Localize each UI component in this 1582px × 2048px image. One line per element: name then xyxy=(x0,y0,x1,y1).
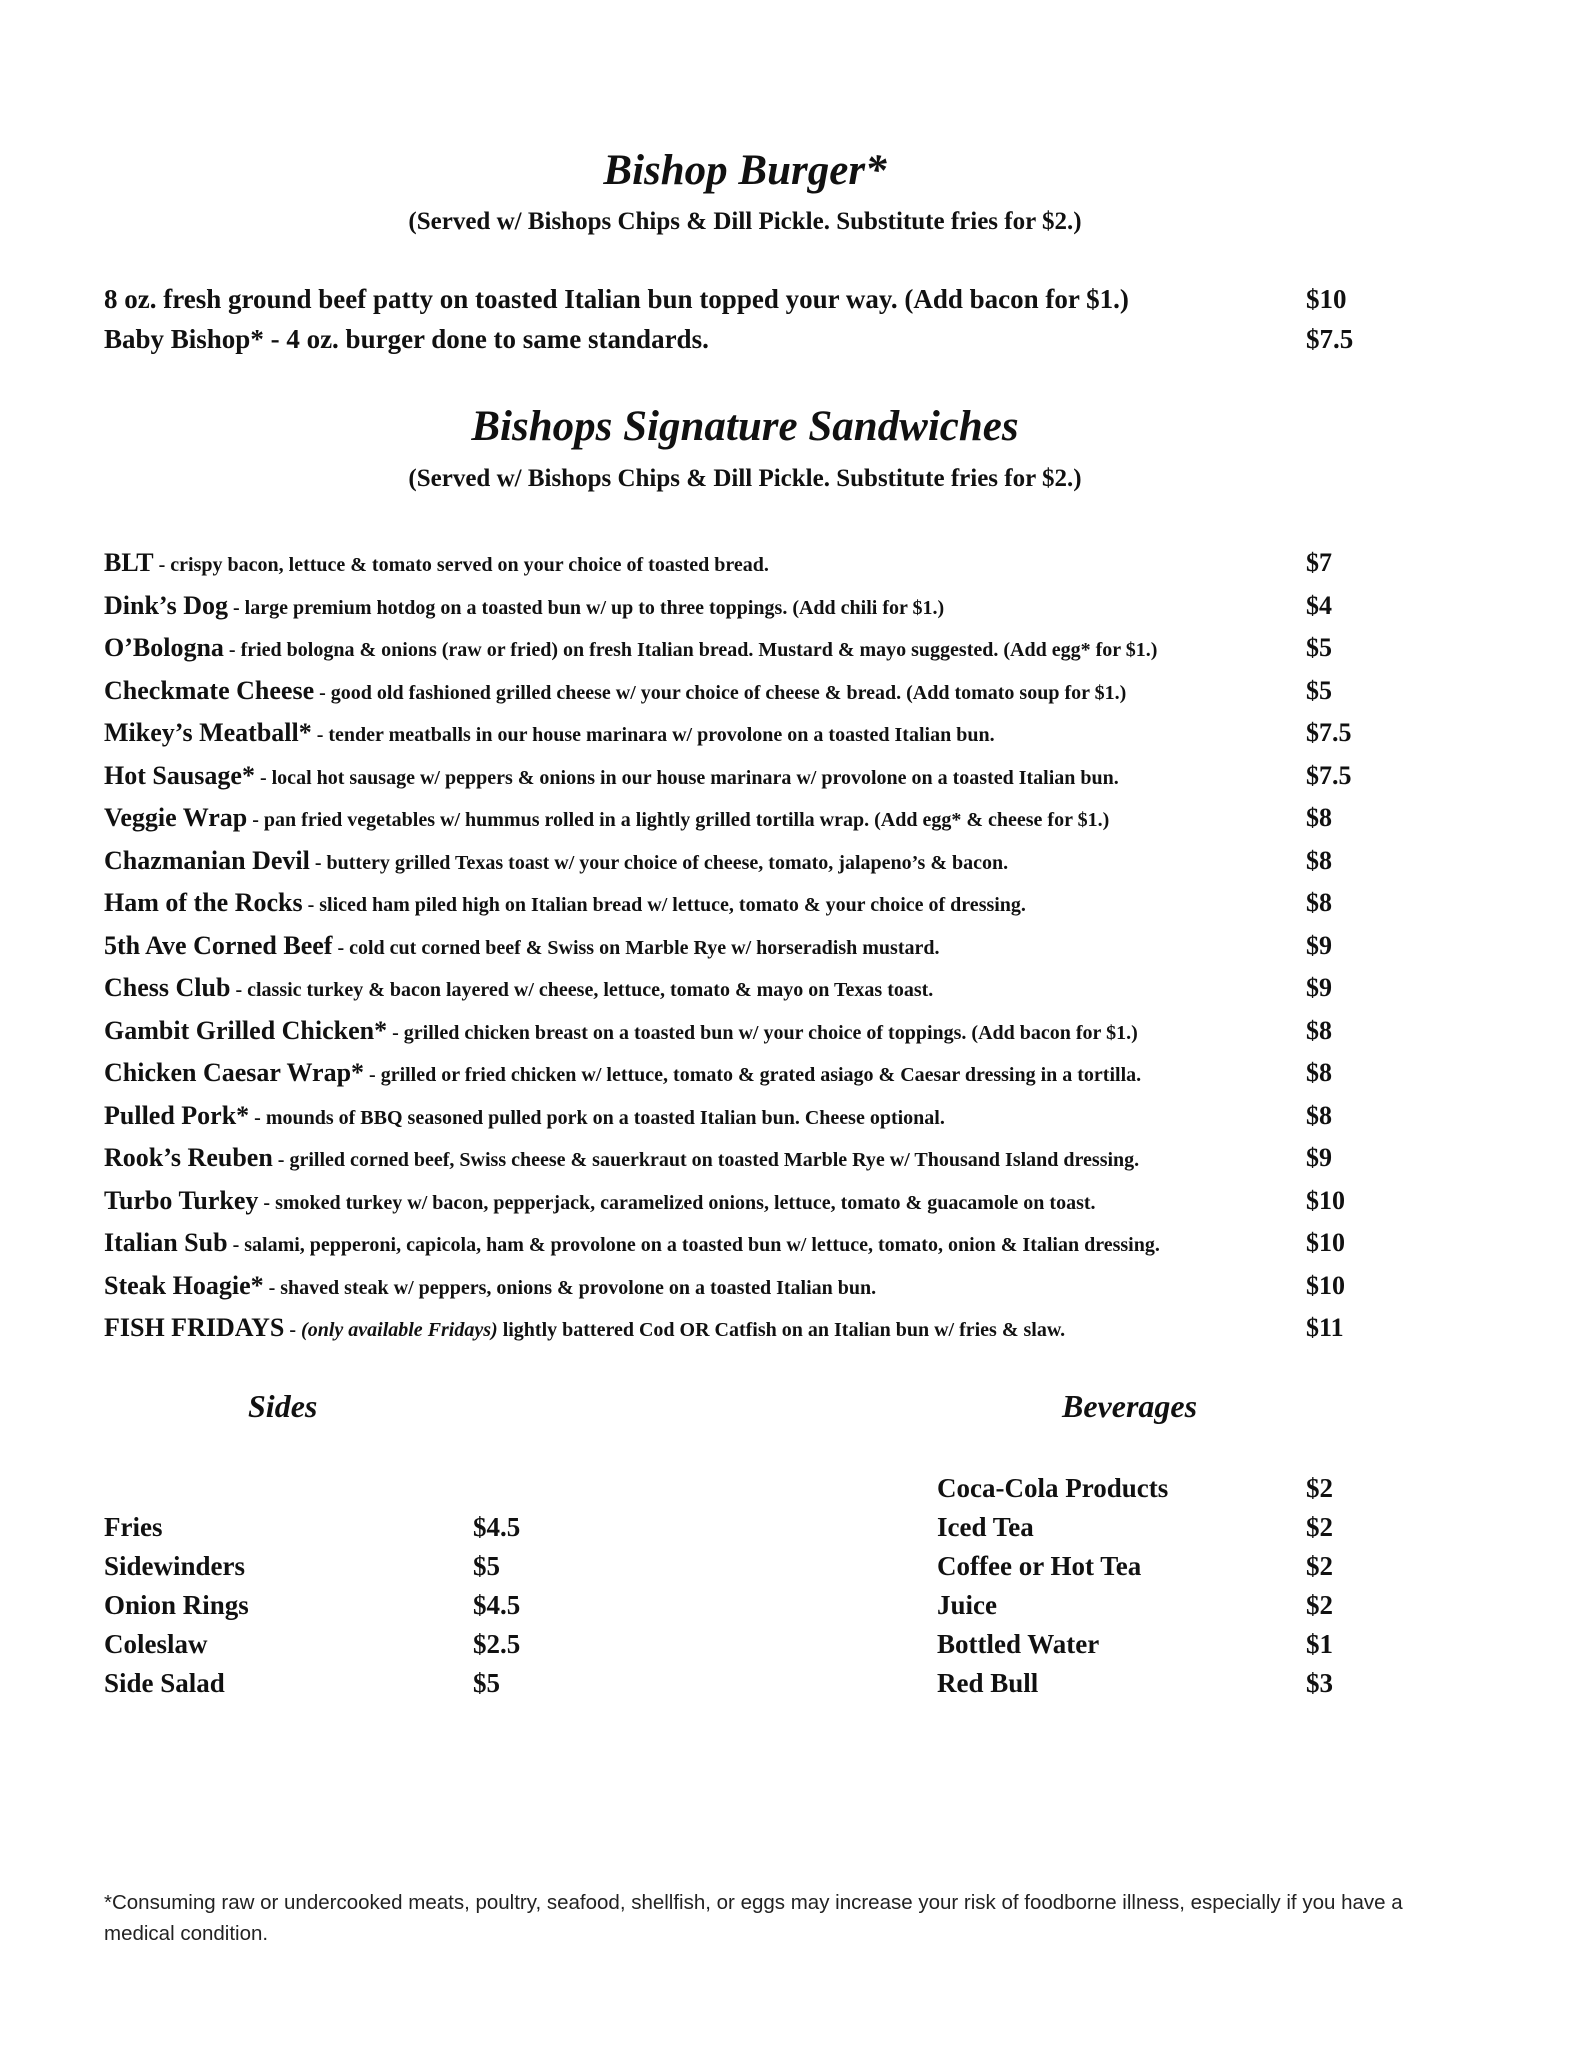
item-price: $8 xyxy=(1306,1016,1332,1045)
item-name: Checkmate Cheese xyxy=(104,676,315,705)
item-dash: - xyxy=(284,1319,302,1341)
side-price: $5 xyxy=(473,1668,500,1698)
item-name: Rook’s Reuben xyxy=(104,1143,273,1172)
item-name: FISH FRIDAYS xyxy=(104,1313,285,1342)
item-price: $8 xyxy=(1306,846,1332,875)
menu-item xyxy=(104,633,1354,673)
item-description: - sliced ham piled high on Italian bread w/ lettuce, tomato & your choice of dressing. xyxy=(302,894,1026,916)
item-description: - smoked turkey w/ bacon, pepperjack, caramelized onions, lettuce, tomato & guacamole on toast. xyxy=(258,1192,1096,1214)
beverage-item xyxy=(937,1512,1357,1548)
beverage-item xyxy=(937,1551,1357,1587)
item-price: $8 xyxy=(1306,803,1332,832)
sides-title: Sides xyxy=(248,1388,318,1424)
beverage-label: Red Bull xyxy=(937,1668,1039,1698)
menu-item xyxy=(104,888,1354,928)
menu-item xyxy=(104,548,1354,588)
side-item xyxy=(104,1512,604,1548)
item-price: $10 xyxy=(1306,1228,1345,1257)
item-description: Baby Bishop* - 4 oz. burger done to same standards. xyxy=(104,324,709,354)
item-name: Veggie Wrap xyxy=(104,803,248,832)
beverage-label: Coffee or Hot Tea xyxy=(937,1551,1142,1581)
item-price: $8 xyxy=(1306,1058,1332,1087)
item-price: $7.5 xyxy=(1306,718,1352,747)
item-description: 8 oz. fresh ground beef patty on toasted Italian bun topped your way. (Add bacon for $1.) xyxy=(104,284,1129,314)
item-name: O’Bologna xyxy=(104,633,224,662)
menu-item xyxy=(104,591,1354,631)
burger-section-subtitle: (Served w/ Bishops Chips & Dill Pickle. Substitute fries for $2.) xyxy=(408,208,1082,235)
side-price: $4.5 xyxy=(473,1590,521,1620)
item-description: - cold cut corned beef & Swiss on Marble Rye w/ horseradish mustard. xyxy=(332,937,940,959)
beverage-price: $1 xyxy=(1306,1629,1333,1659)
sandwiches-section-title: Bishops Signature Sandwiches xyxy=(471,403,1019,450)
item-description: lightly battered Cod OR Catfish on an Italian bun w/ fries & slaw. xyxy=(497,1319,1066,1341)
sandwiches-section-subtitle: (Served w/ Bishops Chips & Dill Pickle. Substitute fries for $2.) xyxy=(408,465,1082,492)
menu-item xyxy=(104,718,1354,758)
side-label: Onion Rings xyxy=(104,1590,249,1620)
item-price: $5 xyxy=(1306,633,1332,662)
beverage-item xyxy=(937,1473,1357,1509)
beverage-price: $2 xyxy=(1306,1473,1333,1503)
item-price: $7.5 xyxy=(1306,324,1354,354)
item-price: $10 xyxy=(1306,1186,1345,1215)
item-name: Dink’s Dog xyxy=(104,591,229,620)
menu-item xyxy=(104,324,1354,364)
item-description: - classic turkey & bacon layered w/ cheese, lettuce, tomato & mayo on Texas toast. xyxy=(230,979,934,1001)
item-description: - mounds of BBQ seasoned pulled pork on a toasted Italian bun. Cheese optional. xyxy=(249,1107,945,1129)
item-name: Gambit Grilled Chicken* xyxy=(104,1016,388,1045)
menu-item xyxy=(104,1228,1354,1268)
item-price: $9 xyxy=(1306,931,1332,960)
side-item xyxy=(104,1668,604,1704)
beverage-price: $2 xyxy=(1306,1512,1333,1542)
item-name: BLT xyxy=(104,548,154,577)
menu-item xyxy=(104,1271,1354,1311)
side-item xyxy=(104,1551,604,1587)
item-price: $5 xyxy=(1306,676,1332,705)
menu-item xyxy=(104,803,1354,843)
beverage-price: $2 xyxy=(1306,1551,1333,1581)
menu-item xyxy=(104,846,1354,886)
item-description: - crispy bacon, lettuce & tomato served on your choice of toasted bread. xyxy=(153,554,769,576)
beverage-item xyxy=(937,1668,1357,1704)
item-description: - grilled or fried chicken w/ lettuce, tomato & grated asiago & Caesar dressing in a tortilla. xyxy=(364,1064,1142,1086)
side-label: Fries xyxy=(104,1512,163,1542)
side-price: $4.5 xyxy=(473,1512,521,1542)
item-description: - tender meatballs in our house marinara w/ provolone on a toasted Italian bun. xyxy=(311,724,995,746)
beverages-title: Beverages xyxy=(1062,1388,1198,1424)
menu-item xyxy=(104,761,1354,801)
menu-item xyxy=(104,1313,1354,1353)
item-name: Mikey’s Meatball* xyxy=(104,718,312,747)
item-name: Steak Hoagie* xyxy=(104,1271,264,1300)
beverage-label: Iced Tea xyxy=(937,1512,1034,1542)
item-price: $10 xyxy=(1306,284,1347,314)
item-description: - good old fashioned grilled cheese w/ your choice of cheese & bread. (Add tomato soup for $1.) xyxy=(314,682,1127,704)
side-label: Coleslaw xyxy=(104,1629,208,1659)
item-price: $9 xyxy=(1306,1143,1332,1172)
item-name: Pulled Pork* xyxy=(104,1101,250,1130)
menu-item xyxy=(104,1058,1354,1098)
side-label: Sidewinders xyxy=(104,1551,246,1581)
menu-item xyxy=(104,973,1354,1013)
beverage-price: $3 xyxy=(1306,1668,1333,1698)
side-label: Side Salad xyxy=(104,1668,225,1698)
menu-item xyxy=(104,1143,1354,1183)
item-name: Italian Sub xyxy=(104,1228,228,1257)
item-description: - shaved steak w/ peppers, onions & provolone on a toasted Italian bun. xyxy=(263,1277,877,1299)
item-price: $11 xyxy=(1306,1313,1344,1342)
item-description: - grilled corned beef, Swiss cheese & sauerkraut on toasted Marble Rye w/ Thousand Island dressing. xyxy=(272,1149,1140,1171)
beverage-label: Juice xyxy=(937,1590,997,1620)
item-name: 5th Ave Corned Beef xyxy=(104,931,333,960)
item-name: Ham of the Rocks xyxy=(104,888,303,917)
menu-item xyxy=(104,1016,1354,1056)
item-price: $7.5 xyxy=(1306,761,1352,790)
menu-item xyxy=(104,676,1354,716)
menu-item xyxy=(104,1186,1354,1226)
item-price: $10 xyxy=(1306,1271,1345,1300)
menu-item xyxy=(104,284,1354,324)
beverage-price: $2 xyxy=(1306,1590,1333,1620)
item-name: Turbo Turkey xyxy=(104,1186,259,1215)
item-description: - grilled chicken breast on a toasted bun w/ your choice of toppings. (Add bacon for $1.) xyxy=(387,1022,1138,1044)
item-description: - salami, pepperoni, capicola, ham & provolone on a toasted bun w/ lettuce, tomato, onion & Italian dressing. xyxy=(227,1234,1160,1256)
item-name: Chazmanian Devil xyxy=(104,846,310,875)
menu-item xyxy=(104,931,1354,971)
item-description: - pan fried vegetables w/ hummus rolled in a lightly grilled tortilla wrap. (Add egg* & cheese for $1.) xyxy=(247,809,1110,831)
item-description: - large premium hotdog on a toasted bun w/ up to three toppings. (Add chili for $1.) xyxy=(228,597,945,619)
item-description: - buttery grilled Texas toast w/ your choice of cheese, tomato, jalapeno’s & bacon. xyxy=(309,852,1009,874)
item-price: $8 xyxy=(1306,1101,1332,1130)
item-name: Hot Sausage* xyxy=(104,761,255,790)
side-price: $5 xyxy=(473,1551,500,1581)
foodborne-illness-disclaimer: *Consuming raw or undercooked meats, poultry, seafood, shellfish, or eggs may increase your risk of foodborne illness, especially if you have a medical condition. xyxy=(104,1890,1403,1945)
item-price: $7 xyxy=(1306,548,1332,577)
item-name: Chess Club xyxy=(104,973,231,1002)
item-price: $8 xyxy=(1306,888,1332,917)
menu-item xyxy=(104,1101,1354,1141)
beverage-item xyxy=(937,1590,1357,1626)
beverage-label: Bottled Water xyxy=(937,1629,1100,1659)
side-price: $2.5 xyxy=(473,1629,521,1659)
side-item xyxy=(104,1590,604,1626)
item-description: - local hot sausage w/ peppers & onions in our house marinara w/ provolone on a toasted Italian bun. xyxy=(254,767,1119,789)
beverage-item xyxy=(937,1629,1357,1665)
item-price: $4 xyxy=(1306,591,1332,620)
item-availability-note: (only available Fridays) xyxy=(301,1319,498,1341)
item-description: - fried bologna & onions (raw or fried) on fresh Italian bread. Mustard & mayo suggested. (Add egg* for $1.) xyxy=(223,639,1158,661)
side-item xyxy=(104,1629,604,1665)
burger-section-title: Bishop Burger* xyxy=(603,147,887,194)
item-price: $9 xyxy=(1306,973,1332,1002)
beverage-label: Coca-Cola Products xyxy=(937,1473,1169,1503)
item-name: Chicken Caesar Wrap* xyxy=(104,1058,365,1087)
